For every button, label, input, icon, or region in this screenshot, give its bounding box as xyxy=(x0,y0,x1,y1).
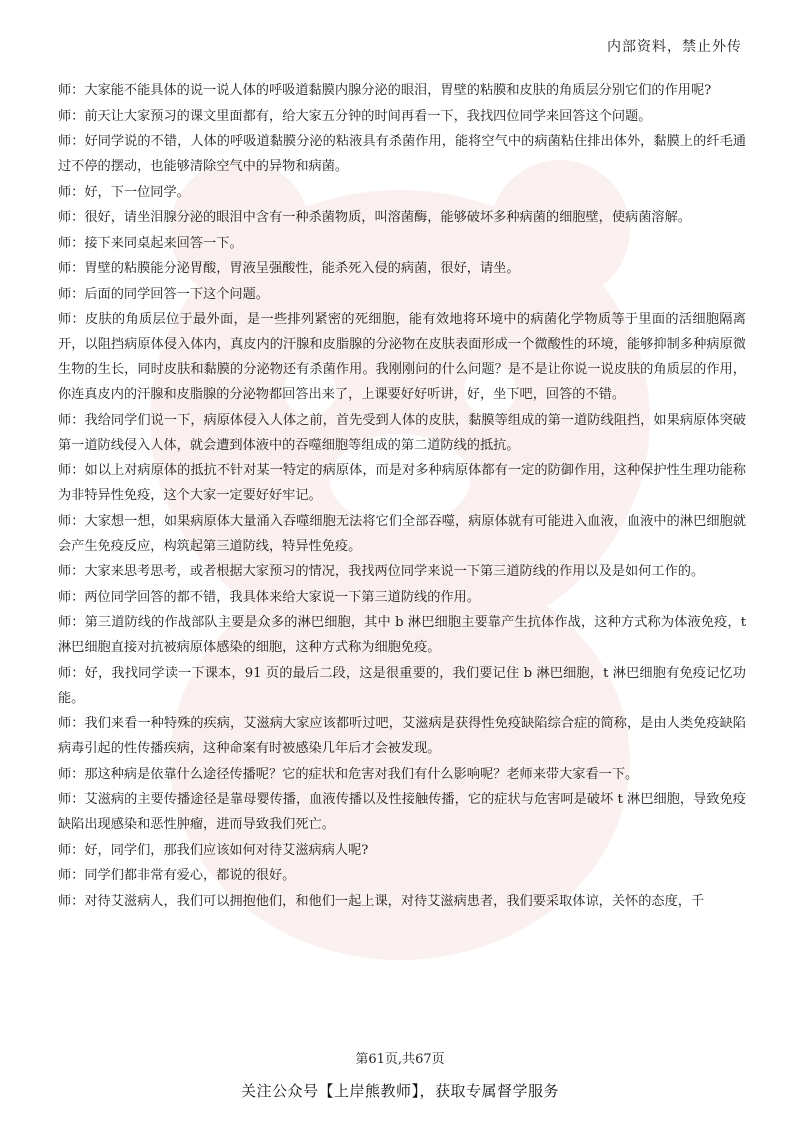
paragraph-10: 师：我给同学们说一下，病原体侵入人体之前，首先受到人体的皮肤，黏膜等组成的第一道防线阻挡，如果病原体突破第一道防线侵入人体，就会遭到体液中的吞噬细胞等组成的第二道防线的抵抗。 xyxy=(58,412,746,453)
paragraph-15: 师：第三道防线的作战部队主要是众多的淋巴细胞，其中 b 淋巴细胞主要靠产生抗体作战，这种方式称为体液免疫，t 淋巴细胞直接对抗被病原体感染的细胞，这种方式称为细胞免疫。 xyxy=(58,615,746,655)
paragraph-12: 师：大家想一想，如果病原体大量涌入吞噬细胞无法将它们全部吞噬，病原体就有可能进入血液，血液中的淋巴细胞就会产生免疫反应，构筑起第三道防线，特异性免疫。 xyxy=(58,513,746,554)
promo-line: 关注公众号【上岸熊教师】，获取专属督学服务 xyxy=(240,1082,559,1100)
paragraph-2: 师：前天让大家预习的课文里面都有，给大家五分钟的时间再看一下，我找四位同学来回答这个问题。 xyxy=(58,108,652,124)
confidential-note: 内部资料，禁止外传 xyxy=(607,39,742,55)
paragraph-14: 师：两位同学回答的都不错，我具体来给大家说一下第三道防线的作用。 xyxy=(58,589,480,605)
paragraph-9: 师：皮肤的角质层位于最外面，是一些排列紧密的死细胞，能有效地将环境中的病菌化学物质等于里面的活细胞隔离开，以阻挡病原体侵入体内，真皮内的汗腺和皮脂腺的分泌物在皮肤表面形成一个微酸性的环境，能够抑制多种病原微生物的生长，同时皮肤和黏膜的分泌物还有杀菌作用。我刚刚问的什么问题？是不是让你说一说皮肤的角质层的作用，你连真皮内的汗腺和皮脂腺的分泌物都回答出来了，上课要好好听讲，好，坐下吧，回答的不错。 xyxy=(58,312,746,402)
paragraph-5: 师：很好，请坐泪腺分泌的眼泪中含有一种杀菌物质，叫溶菌酶，能够破坏多种病菌的细胞壁，使病菌溶解。 xyxy=(58,210,691,225)
paragraph-4: 师：好，下一位同学。 xyxy=(58,184,190,200)
paragraph-13: 师：大家来思考思考，或者根据大家预习的情况，我找两位同学来说一下第三道防线的作用以及是如何工作的。 xyxy=(58,564,705,579)
paragraph-21: 师：同学们都非常有爱心，都说的很好。 xyxy=(58,868,296,883)
paragraph-20: 师：好，同学们，那我们应该如何对待艾滋病病人呢? xyxy=(58,842,369,858)
paragraph-17: 师：我们来看一种特殊的疾病，艾滋病大家应该都听过吧，艾滋病是获得性免疫缺陷综合症的简称，是由人类免疫缺陷病毒引起的性传播疾病，这种命案有时被感染几年后才会被发现。 xyxy=(58,716,746,756)
paragraph-11: 师：如以上对病原体的抵抗不针对某一特定的病原体，而是对多种病原体都有一定的防御作用，这种保护性生理功能称为非特异性免疫，这个大家一定要好好牢记。 xyxy=(58,463,746,503)
paragraph-19: 师：艾滋病的主要传播途径是靠母婴传播，血液传播以及性接触传播，它的症状与危害呵是破坏 t 淋巴细胞，导致免疫缺陷出现感染和恶性肿瘤，进而导致我们死亡。 xyxy=(58,792,746,832)
page-number: 第61页,共67页 xyxy=(355,1052,445,1067)
paragraph-3: 师：好同学说的不错，人体的呼吸道黏膜分泌的粘液具有杀菌作用，能将空气中的病菌粘住排出体外，黏膜上的纤毛通过不停的摆动，也能够清除空气中的异物和病菌。 xyxy=(58,134,746,174)
paragraph-1: 师：大家能不能具体的说一说人体的呼吸道黏膜内腺分泌的眼泪，胃壁的粘膜和皮肤的角质层分别它们的作用呢? xyxy=(58,83,712,98)
paragraph-8: 师：后面的同学回答一下这个问题。 xyxy=(58,286,269,302)
paragraph-16: 师：好，我找同学读一下课本，91 页的最后二段，这是很重要的，我们要记住 b 淋巴细胞，t 淋巴细胞有免疫记忆功能。 xyxy=(58,665,746,706)
paragraph-6: 师：接下来同桌起来回答一下。 xyxy=(58,235,243,251)
paragraph-7: 师：胃壁的粘膜能分泌胃酸，胃液呈强酸性，能杀死入侵的病菌，很好，请坐。 xyxy=(58,261,520,276)
paragraph-18: 师：那这种病是依靠什么途径传播呢？它的症状和危害对我们有什么影响呢？老师来带大家看一下。 xyxy=(58,766,639,782)
paragraph-22: 师：对待艾滋病人，我们可以拥抱他们，和他们一起上课，对待艾滋病患者，我们要采取体谅，关怀的态度，千 xyxy=(58,893,705,909)
transcript-body xyxy=(58,78,746,914)
